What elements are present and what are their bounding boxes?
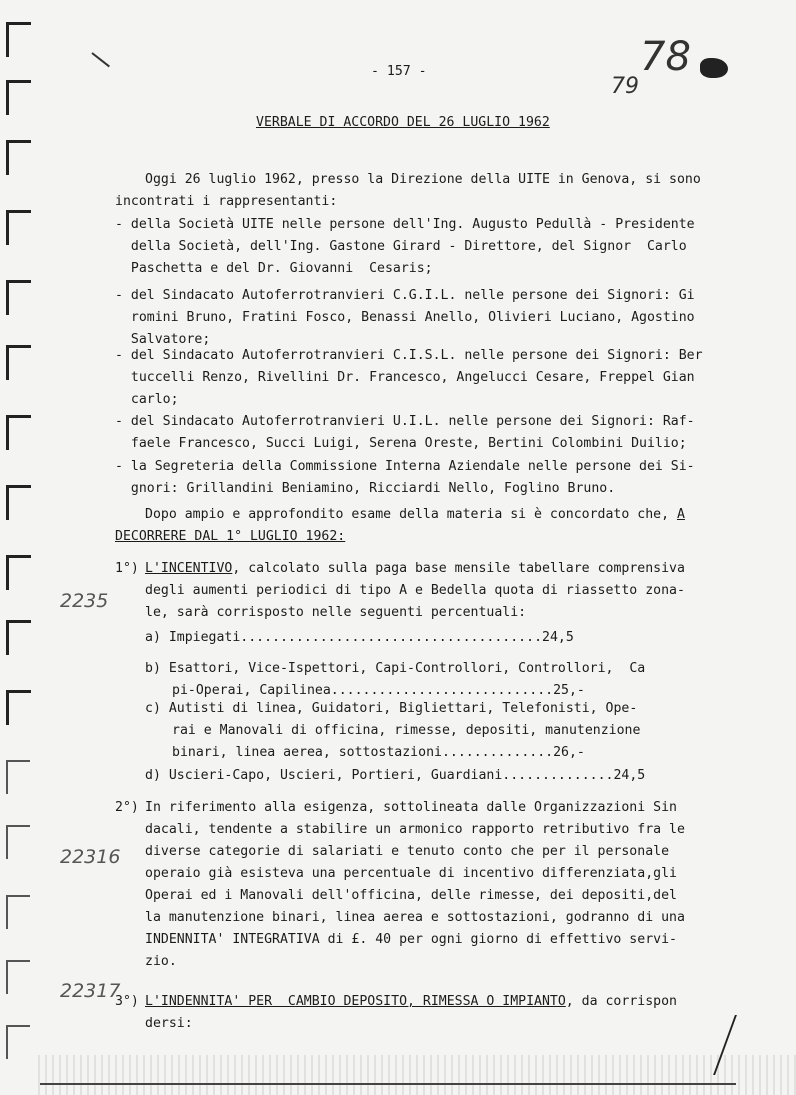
category-line: rai e Manovali di officina, rimesse, depositi, manutenzione bbox=[172, 723, 641, 738]
scan-noise bbox=[38, 1055, 796, 1095]
party-line: - la Segreteria della Commissione Interna Aziendale nelle persone dei Si- bbox=[115, 459, 695, 474]
margin-note: 2235 bbox=[60, 590, 109, 612]
handwritten-subnumber: 79 bbox=[611, 74, 639, 99]
intro-line: incontrati i rappresentanti: bbox=[115, 194, 338, 209]
party-line: tuccelli Renzo, Rivellini Dr. Francesco, Angelucci Cesare, Freppel Gian bbox=[115, 370, 695, 385]
party-line: Paschetta e del Dr. Giovanni Cesaris; bbox=[115, 261, 433, 276]
item-line: le, sarà corrisposto nelle seguenti percentuali: bbox=[145, 605, 527, 620]
item-number: 1°) bbox=[115, 561, 139, 576]
party-line: della Società, dell'Ing. Gastone Girard - Direttore, del Signor Carlo bbox=[115, 239, 687, 254]
pen-mark bbox=[91, 52, 110, 67]
party-line: - del Sindacato Autoferrotranvieri U.I.L. nelle persone dei Signori: Raf- bbox=[115, 414, 695, 429]
category-line: b) Esattori, Vice-Ispettori, Capi-Controllori, Controllori, Ca bbox=[145, 661, 646, 676]
item-line: INDENNITA' INTEGRATIVA di £. 40 per ogni giorno di effettivo servi- bbox=[145, 932, 677, 947]
item-line: zio. bbox=[145, 954, 177, 969]
item-line: diverse categorie di salariati e tenuto conto che per il personale bbox=[145, 844, 670, 859]
agreement-line: DECORRERE DAL 1° LUGLIO 1962: bbox=[115, 529, 346, 544]
item-line: In riferimento alla esigenza, sottolineata dalle Organizzazioni Sin bbox=[145, 800, 677, 815]
item-line: degli aumenti periodici di tipo A e Bedella quota di riassetto zona- bbox=[145, 583, 685, 598]
item-line: L'INDENNITA' PER CAMBIO DEPOSITO, RIMESSA O IMPIANTO, da corrispon bbox=[145, 994, 677, 1009]
category-line: a) Impiegati......................................24,5 bbox=[145, 630, 574, 645]
item-line: dersi: bbox=[145, 1016, 193, 1031]
item-line: dacali, tendente a stabilire un armonico rapporto retributivo fra le bbox=[145, 822, 685, 837]
item-line: Operai ed i Manovali dell'officina, delle rimesse, dei depositi,del bbox=[145, 888, 677, 903]
handwritten-number: 78 bbox=[640, 34, 691, 80]
party-line: faele Francesco, Succi Luigi, Serena Oreste, Bertini Colombini Duilio; bbox=[115, 436, 687, 451]
party-line: - del Sindacato Autoferrotranvieri C.I.S.L. nelle persone dei Signori: Ber bbox=[115, 348, 703, 363]
ink-blot bbox=[700, 58, 728, 78]
margin-note: 22317 bbox=[60, 980, 121, 1002]
party-line: gnori: Grillandini Beniamino, Ricciardi Nello, Foglino Bruno. bbox=[115, 481, 616, 496]
margin-note: 22316 bbox=[60, 846, 121, 868]
bottom-edge bbox=[40, 1083, 736, 1085]
agreement-line: Dopo ampio e approfondito esame della materia si è concordato che, A bbox=[145, 507, 685, 522]
category-line: d) Uscieri-Capo, Uscieri, Portieri, Guardiani..............24,5 bbox=[145, 768, 646, 783]
document-title: VERBALE DI ACCORDO DEL 26 LUGLIO 1962 bbox=[256, 115, 550, 130]
page-number: - 157 - bbox=[371, 64, 427, 79]
party-line: Salvatore; bbox=[115, 332, 211, 347]
item-line: la manutenzione binari, linea aerea e sottostazioni, godranno di una bbox=[145, 910, 685, 925]
item-number: 2°) bbox=[115, 800, 139, 815]
intro-line: Oggi 26 luglio 1962, presso la Direzione della UITE in Genova, si sono bbox=[145, 172, 701, 187]
category-line: binari, linea aerea, sottostazioni..............26,- bbox=[172, 745, 585, 760]
party-line: - della Società UITE nelle persone dell'Ing. Augusto Pedullà - Presidente bbox=[115, 217, 695, 232]
item-line: operaio già esisteva una percentuale di incentivo differenziata,gli bbox=[145, 866, 677, 881]
party-line: romini Bruno, Fratini Fosco, Benassi Anello, Olivieri Luciano, Agostino bbox=[115, 310, 695, 325]
party-line: carlo; bbox=[115, 392, 179, 407]
item-number: 3°) bbox=[115, 994, 139, 1009]
category-line: pi-Operai, Capilinea............................25,- bbox=[172, 683, 585, 698]
binder-rings bbox=[0, 0, 38, 1095]
category-line: c) Autisti di linea, Guidatori, Bigliettari, Telefonisti, Ope- bbox=[145, 701, 638, 716]
item-line: L'INCENTIVO, calcolato sulla paga base mensile tabellare comprensiva bbox=[145, 561, 685, 576]
party-line: - del Sindacato Autoferrotranvieri C.G.I.L. nelle persone dei Signori: Gi bbox=[115, 288, 695, 303]
